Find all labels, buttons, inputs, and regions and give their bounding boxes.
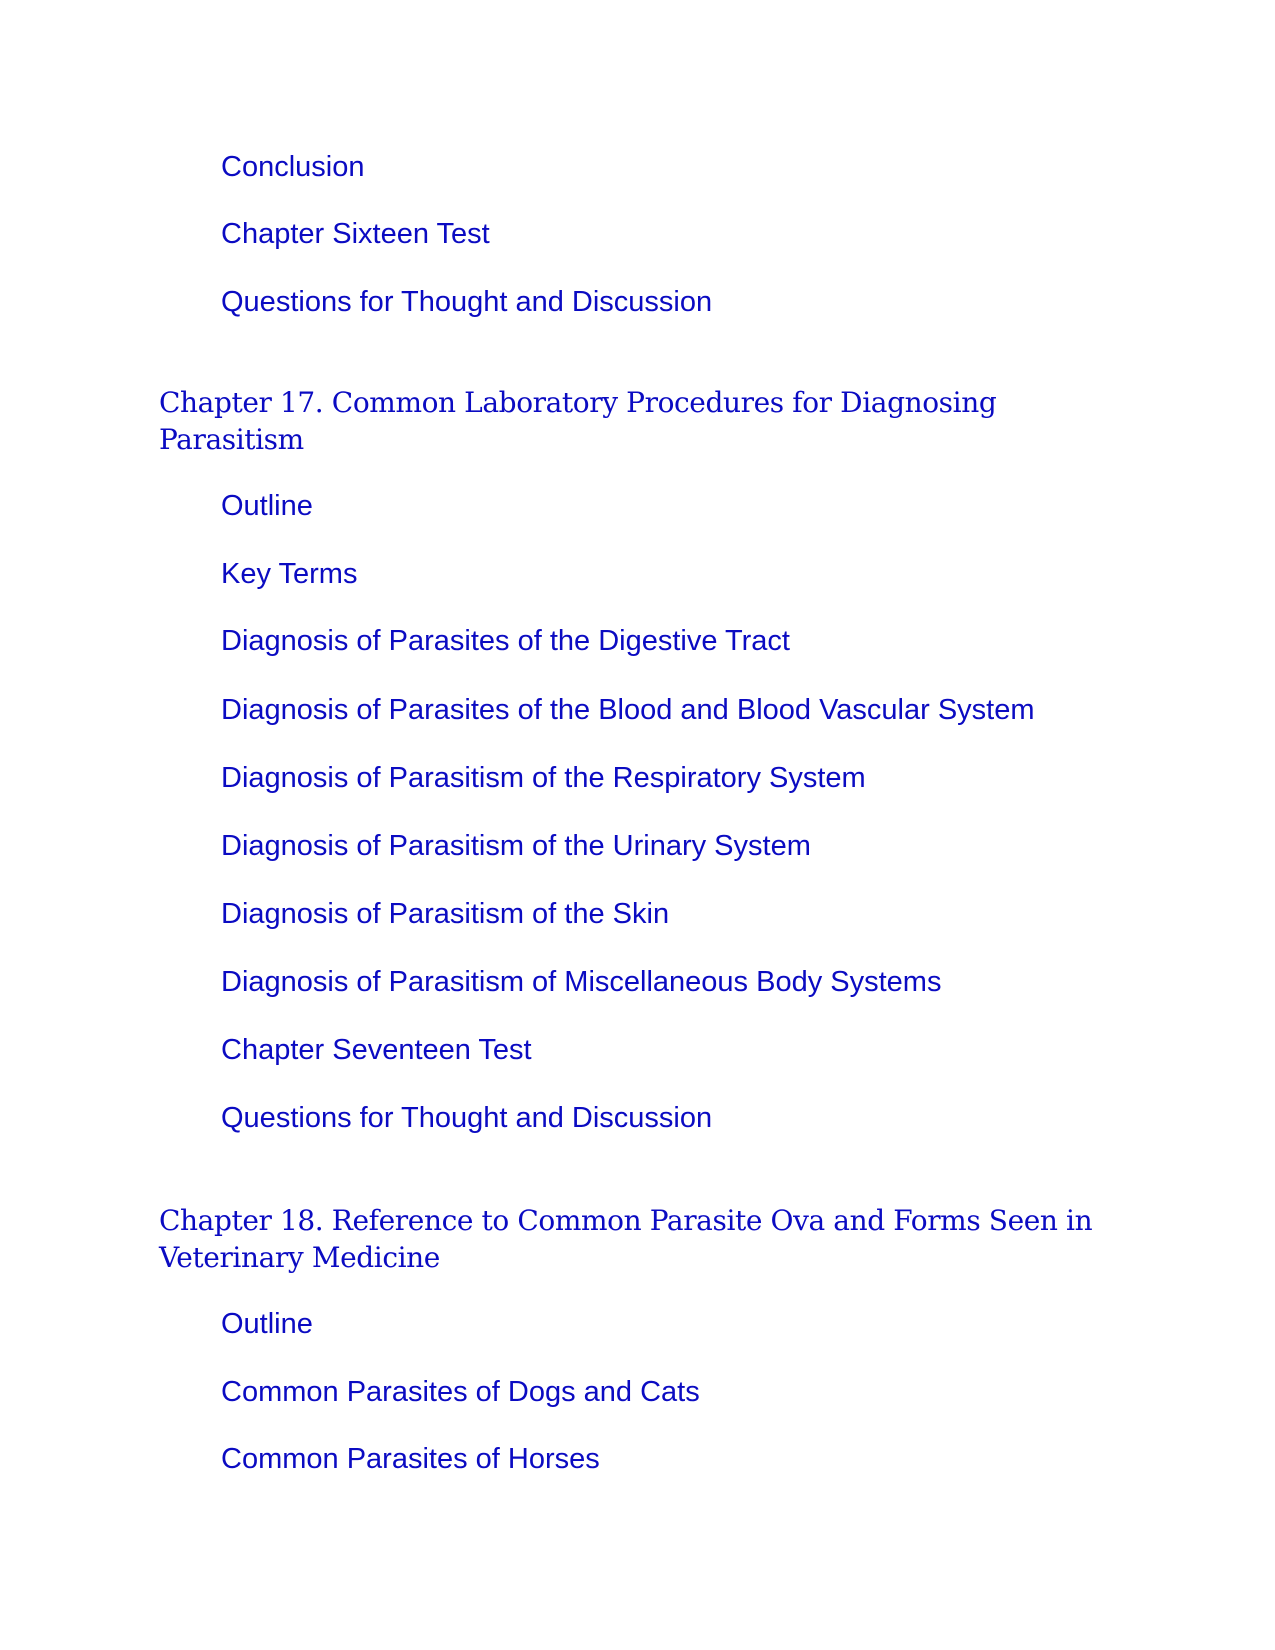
toc-link-chapter-sixteen-test[interactable]: Chapter Sixteen Test xyxy=(221,218,490,250)
toc-link-outline[interactable]: Outline xyxy=(221,1308,313,1340)
toc-link-horses[interactable]: Common Parasites of Horses xyxy=(221,1443,600,1475)
toc-link-outline[interactable]: Outline xyxy=(221,490,313,522)
toc-link-digestive-tract[interactable]: Diagnosis of Parasites of the Digestive Tract xyxy=(221,625,790,657)
toc-link-key-terms[interactable]: Key Terms xyxy=(221,558,358,590)
toc-chapter-18-title[interactable]: Chapter 18. Reference to Common Parasite Ova and Forms Seen in Veterinary Medicine xyxy=(159,1204,1093,1274)
toc-chapter-17-title[interactable]: Chapter 17. Common Laboratory Procedures for Diagnosing Parasitism xyxy=(159,386,997,456)
toc-link-conclusion[interactable]: Conclusion xyxy=(221,151,365,183)
toc-link-skin[interactable]: Diagnosis of Parasitism of the Skin xyxy=(221,898,670,930)
toc-link-urinary-system[interactable]: Diagnosis of Parasitism of the Urinary System xyxy=(221,830,811,862)
toc-link-miscellaneous-body-systems[interactable]: Diagnosis of Parasitism of Miscellaneous Body Systems xyxy=(221,966,942,998)
toc-link-questions-discussion[interactable]: Questions for Thought and Discussion xyxy=(221,286,713,318)
toc-link-respiratory-system[interactable]: Diagnosis of Parasitism of the Respiratory System xyxy=(221,762,866,794)
toc-link-chapter-seventeen-test[interactable]: Chapter Seventeen Test xyxy=(221,1034,532,1066)
toc-link-dogs-and-cats[interactable]: Common Parasites of Dogs and Cats xyxy=(221,1376,700,1408)
toc-link-questions-discussion[interactable]: Questions for Thought and Discussion xyxy=(221,1102,713,1134)
toc-link-blood-vascular-system[interactable]: Diagnosis of Parasites of the Blood and Blood Vascular System xyxy=(221,694,1035,726)
